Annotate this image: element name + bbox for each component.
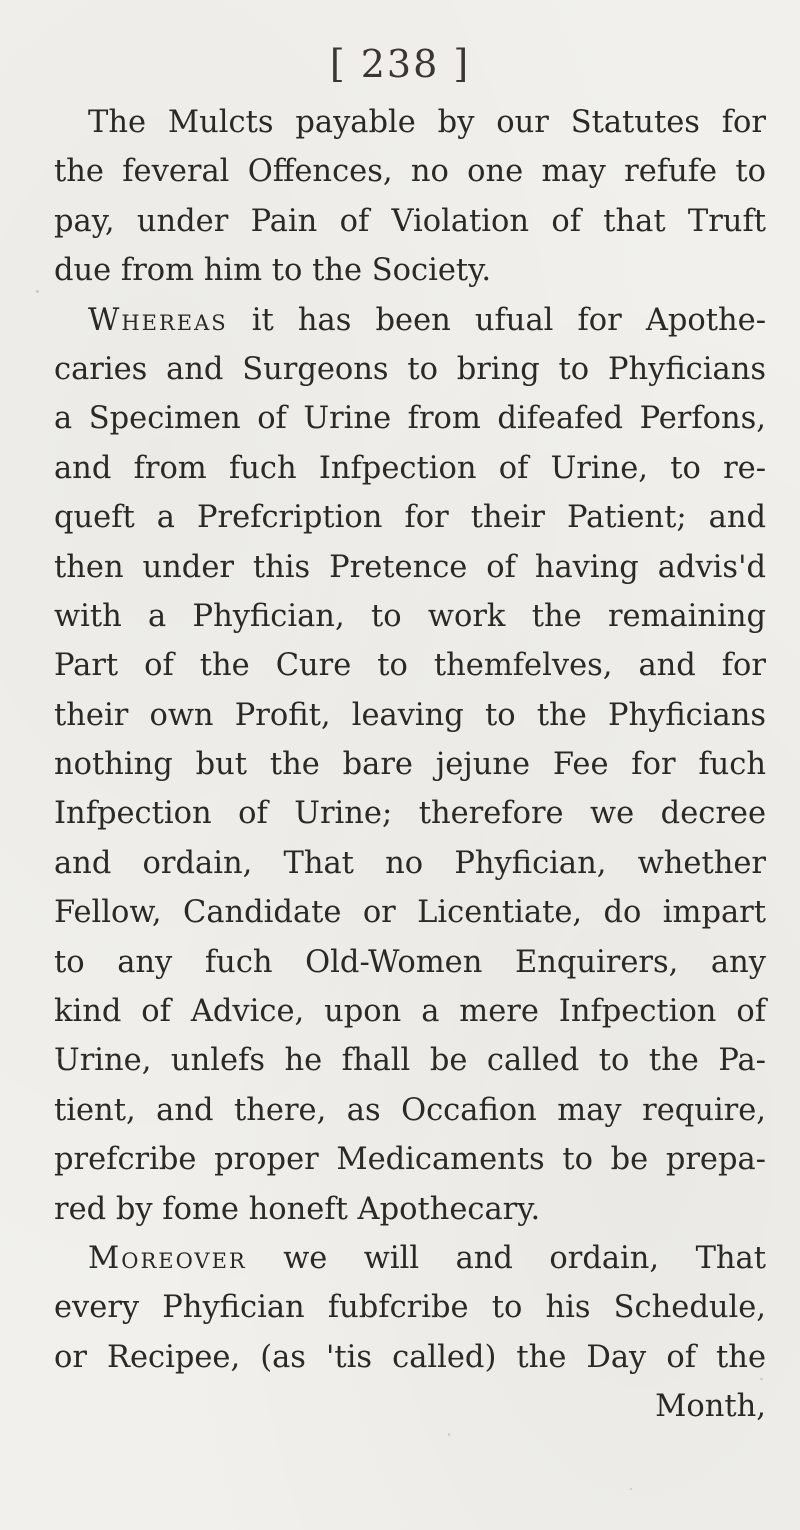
paper-speck bbox=[36, 290, 39, 293]
text-line: Urine, unlefs he fhall be called to the Pa- bbox=[54, 1043, 766, 1079]
text-line: Infpection of Urine; therefore we decree bbox=[54, 796, 766, 832]
paper-speck bbox=[448, 1433, 450, 1436]
text-line: a Specimen of Urine from difeafed Perfons, bbox=[54, 401, 766, 437]
text-line: Moreover we will and ordain, That bbox=[88, 1240, 766, 1276]
catchword-line bbox=[54, 1382, 766, 1431]
text-line: nothing but the bare jejune Fee for fuch bbox=[54, 747, 766, 783]
text-line: or Recipee, (as 'tis called) the Day of the bbox=[54, 1339, 766, 1375]
text-line: caries and Surgeons to bring to Phyficians bbox=[54, 351, 766, 387]
text-line: The Mulcts payable by our Statutes for bbox=[88, 105, 766, 140]
page-number: [ 238 ] bbox=[329, 42, 471, 86]
text-line: kind of Advice, upon a mere Infpection of bbox=[54, 994, 766, 1030]
text-line: their own Profit, leaving to the Phyficians bbox=[54, 697, 766, 733]
paper-speck bbox=[630, 1488, 632, 1490]
text-line: queft a Prefcription for their Patient; and bbox=[54, 500, 766, 536]
text-line: the feveral Offences, no one may refufe to bbox=[54, 154, 766, 190]
paragraph-lead-word: Moreover bbox=[88, 1240, 247, 1276]
text-line: with a Phyfician, to work the remaining bbox=[54, 598, 766, 634]
body-text bbox=[54, 98, 766, 1432]
catchword: Month, bbox=[655, 1389, 766, 1425]
text-line: Fellow, Candidate or Licentiate, do impart bbox=[54, 895, 766, 931]
text-line: pay, under Pain of Violation of that Truft bbox=[54, 203, 766, 239]
text-line: tient, and there, as Occafion may require, bbox=[54, 1092, 766, 1128]
text-line: due from him to the Society. bbox=[54, 253, 492, 289]
text-line: prefcribe proper Medicaments to be prepa- bbox=[54, 1142, 766, 1178]
text-line: and from fuch Infpection of Urine, to re- bbox=[54, 450, 766, 486]
text-line: every Phyfician fubfcribe to his Schedule, bbox=[54, 1290, 766, 1326]
paper-speck bbox=[58, 1056, 61, 1059]
text-line: Part of the Cure to themfelves, and for bbox=[54, 648, 766, 684]
text-line: to any fuch Old-Women Enquirers, any bbox=[54, 944, 766, 980]
text-line: then under this Pretence of having advis'd bbox=[54, 549, 766, 585]
text-line: Whereas it has been ufual for Apothe- bbox=[88, 302, 766, 338]
paper-speck bbox=[760, 1378, 763, 1380]
text-line: red by fome honeft Apothecary. bbox=[54, 1191, 541, 1227]
paragraph-lead-word: Whereas bbox=[88, 302, 228, 338]
text-line: and ordain, That no Phyfician, whether bbox=[54, 845, 766, 881]
